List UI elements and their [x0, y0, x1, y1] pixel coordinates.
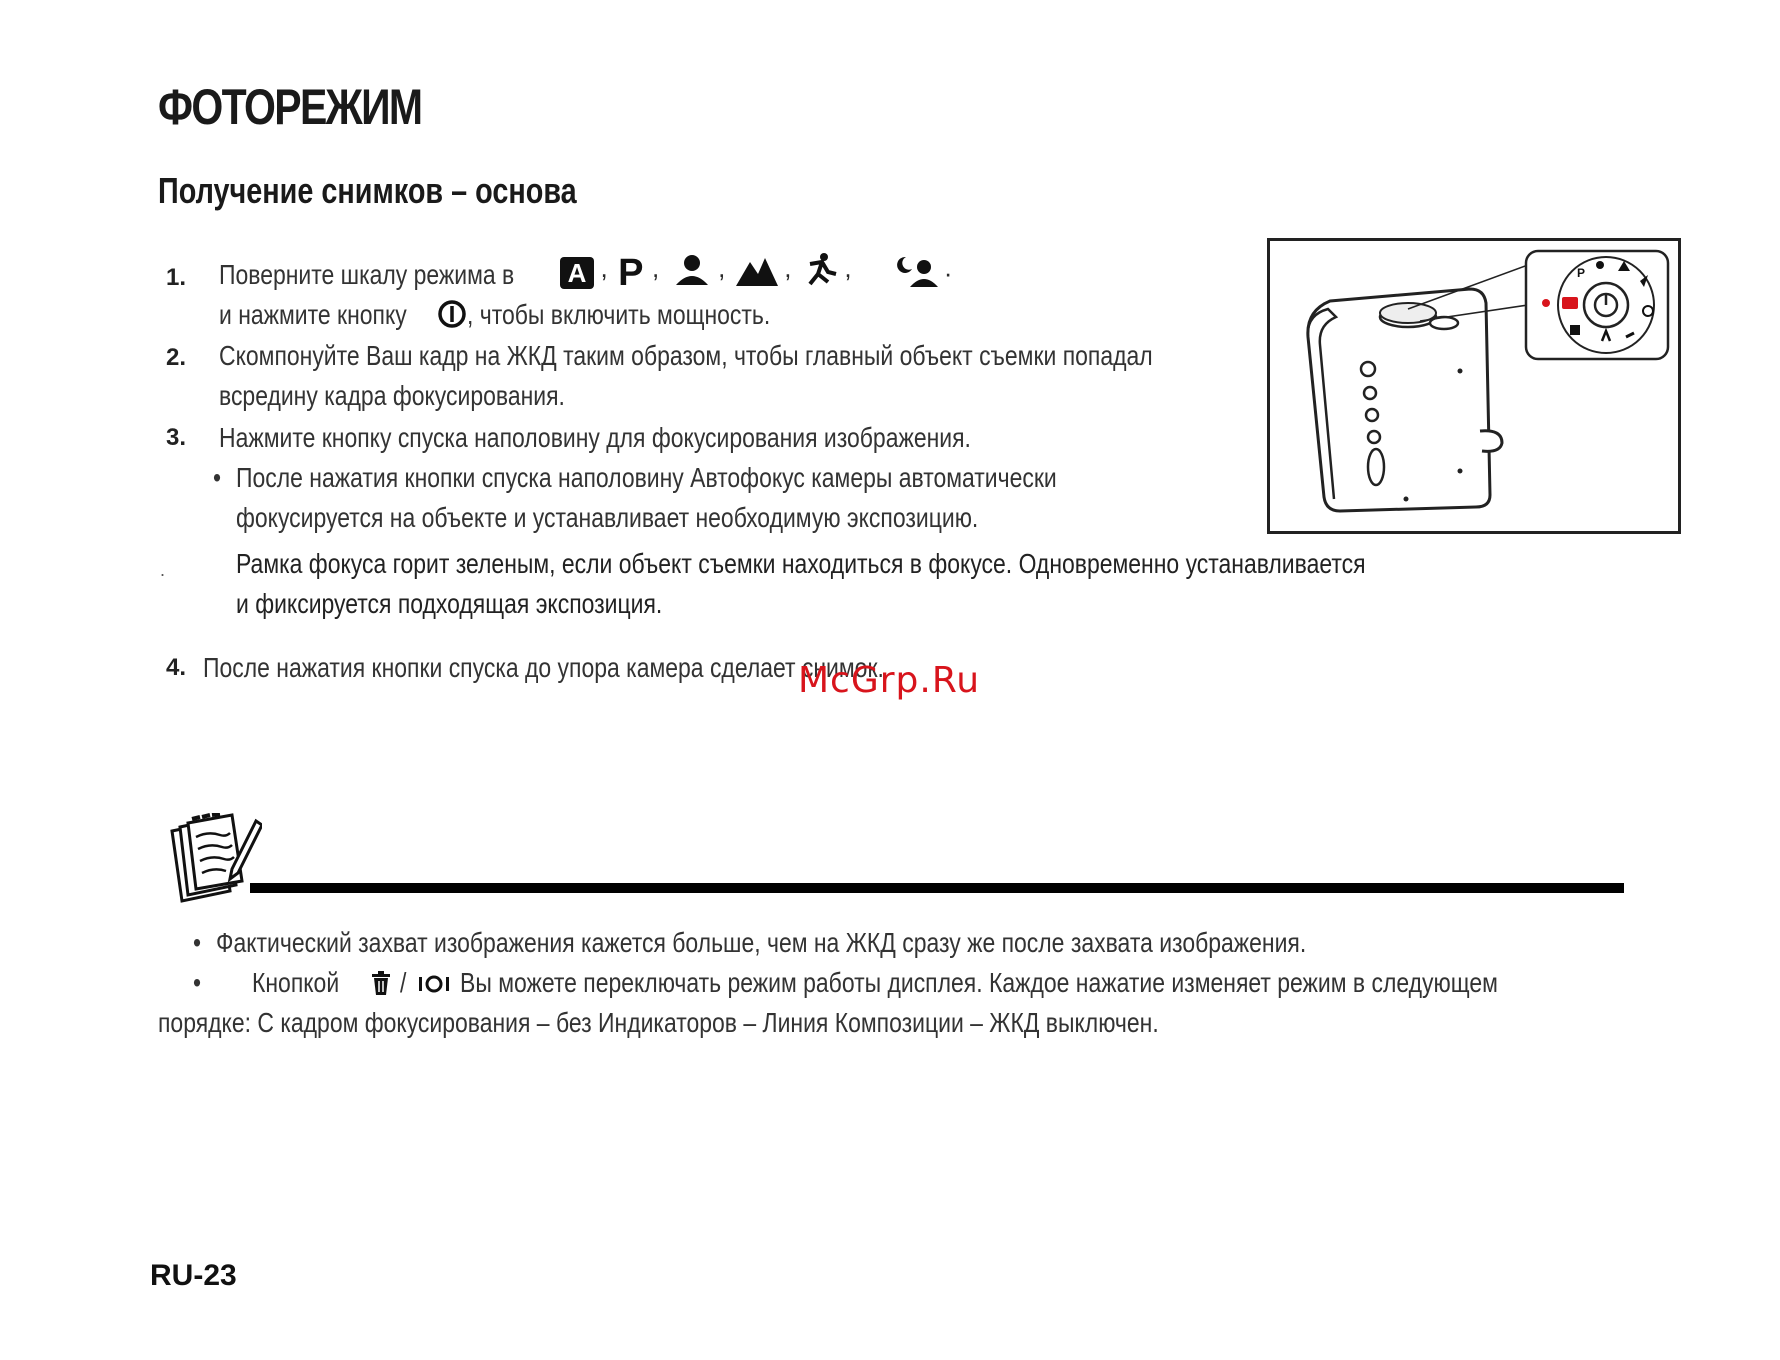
step-2-line-1: Скомпонуйте Ваш кадр на ЖКД таким образом, чтобы главный объект съемки попадал	[219, 340, 1153, 371]
auto-mode-icon	[560, 257, 594, 289]
watermark: McGrp.Ru	[798, 660, 981, 701]
separator: ,	[784, 252, 792, 283]
landscape-mode-icon	[736, 254, 778, 291]
step-3-bullet-2-line-1: Рамка фокуса горит зеленым, если объект съемки находиться в фокусе. Одновременно устанавливается	[236, 548, 1366, 579]
page-number: RU-23	[150, 1259, 237, 1292]
step-3-number: 3.	[166, 424, 187, 451]
step-3-line-1: Нажмите кнопку спуска наполовину для фокусирования изображения.	[219, 422, 971, 453]
auto-mode-letter: A	[567, 257, 587, 288]
step-1-text-a: Поверните шкалу режима в	[219, 259, 515, 290]
note-2-line-2: порядке: С кадром фокусирования – без Индикаторов – Линия Композиции – ЖКД выключен.	[158, 1007, 1159, 1038]
note-1-text: Фактический захват изображения кажется больше, чем на ЖКД сразу же после захвата изображения.	[216, 927, 1307, 958]
note-2-slash: /	[400, 967, 407, 998]
separator: ,	[844, 252, 852, 283]
display-toggle-icon	[418, 974, 450, 999]
page-title: ФОТОРЕЖИМ	[158, 79, 422, 135]
separator: ,	[600, 252, 608, 283]
night-portrait-mode-icon	[896, 253, 940, 292]
step-4-text: После нажатия кнопки спуска до упора камера сделает снимок.	[203, 652, 884, 683]
camera-illustration	[1267, 238, 1681, 534]
step-2-line-2: всредину кадра фокусирования.	[219, 380, 565, 411]
step-1-text-b-part: и нажмите кнопку	[219, 299, 407, 330]
step-3-bullet-1-line-2: фокусируется на объекте и устанавливает необходимую экспозицию.	[236, 502, 979, 533]
trash-icon	[370, 970, 392, 1001]
note-2-text-b: Вы можете переключать режим работы дисплея. Каждое нажатие изменяет режим в следующем	[460, 967, 1498, 998]
note-divider	[250, 883, 1624, 893]
separator: ,	[651, 252, 660, 283]
note-bullet-1: •	[193, 927, 202, 958]
portrait-mode-icon	[672, 253, 712, 292]
camera-drawing	[1270, 241, 1678, 531]
trailing-dot: .	[944, 252, 952, 283]
note-2-text-a: Кнопкой	[252, 967, 340, 998]
note-bullet-2: •	[193, 967, 202, 998]
program-mode-letter: P	[618, 251, 644, 294]
mode-icons-row	[560, 252, 952, 292]
step-1-text-c: , чтобы включить мощность.	[467, 299, 771, 330]
step-3-bullet-1-line-1: После нажатия кнопки спуска наполовину Автофокус камеры автоматически	[236, 462, 1057, 493]
section-subtitle: Получение снимков – основа	[158, 170, 577, 211]
step-3-dot: .	[160, 560, 166, 580]
program-mode-icon	[618, 251, 644, 294]
separator: ,	[718, 252, 726, 283]
sport-mode-icon	[802, 252, 838, 293]
step-3-bullet-2-line-2: и фиксируется подходящая экспозиция.	[236, 588, 663, 619]
step-3-bullet: •	[213, 462, 222, 493]
step-4-number: 4.	[166, 654, 187, 681]
step-1-text-b	[219, 299, 407, 331]
note-pad-icon	[166, 813, 262, 910]
dial-p-mark: P	[1577, 266, 1586, 280]
power-button-icon	[437, 299, 467, 334]
step-2-number: 2.	[166, 344, 187, 371]
step-1-number: 1.	[166, 264, 187, 291]
